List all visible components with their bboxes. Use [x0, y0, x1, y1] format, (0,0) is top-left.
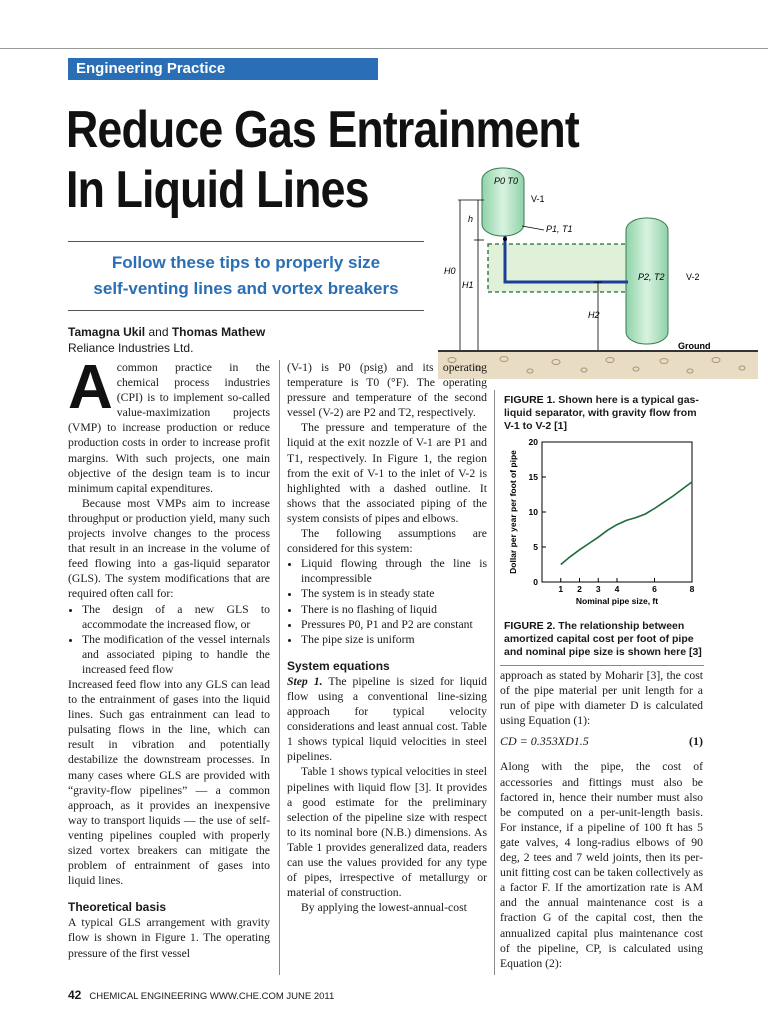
y-axis-label: Dollar per year per foot of pipe: [508, 450, 518, 574]
x-tick-label: 3: [595, 584, 601, 594]
col1-bullet-list: [68, 602, 270, 677]
label-p0t0: P0 T0: [494, 176, 519, 186]
subtitle-line-1: Follow these tips to properly size: [111, 253, 381, 272]
x-tick-label: 1: [558, 584, 564, 594]
author-conjunction: and: [145, 325, 172, 339]
drop-cap: A: [68, 353, 113, 422]
col1-paragraph-1: common practice in the chemical process industries (CPI) is to implement so-called value-maximization projects (VMP) to increase production or reduce production costs in order to increase profit margins. With such projects, one main objective of the design team is to incur minimum capital expenditures.: [68, 361, 270, 495]
title-line-2: In Liquid Lines: [66, 161, 369, 219]
column-2: [287, 360, 487, 915]
figure-2-rule: [500, 665, 704, 666]
label-p2t2: P2, T2: [638, 272, 665, 282]
heading-system-equations: System equations: [287, 658, 390, 673]
col1-paragraph-4: A typical GLS arrangement with gravity flow is shown in Figure 1. The operating pressure of the first vessel: [68, 916, 270, 960]
x-tick-label: 2: [577, 584, 582, 594]
x-tick-label: 4: [614, 584, 620, 594]
list-item: • The modification of the vessel internals and associated piping to handle the increased feed flow: [82, 632, 270, 677]
col3-paragraph-2: Along with the pipe, the cost of accessories and fittings must also be factored in, hence their number must also be computed on a per-unit-length basis. For instance, if a pipeline of 100 ft has 5 gate valves, 4 long-radius elbows of 90 deg, 2 tees and 7 weld joints, then its per-unit fitting cost can be taken collectively as a factor F. If the amortization rate is AM and the annual maintenance cost is a fraction G of the capital cost, then the annualized capital plus maintenance cost of the pipeline, CP, is calculated using Equation (2):: [500, 760, 703, 970]
label-h1: H1: [462, 280, 474, 290]
subtitle-rule-top: [68, 241, 424, 242]
list-item: • The system is in steady state: [301, 586, 487, 601]
section-label: Engineering Practice: [68, 58, 378, 80]
col1-paragraph-2: Because most VMPs aim to increase throughput or production yield, many such projects involve changes to the process that result in an increase in the volume of feed flowing into a gas-liquid separator (GLS). The system modifications that are required often call for:: [68, 496, 270, 601]
affiliation: Reliance Industries Ltd.: [68, 341, 194, 355]
author-1: Tamagna Ukil: [68, 325, 146, 339]
label-v1: V-1: [531, 194, 545, 204]
y-tick-label: 10: [528, 507, 538, 517]
col2-paragraph-4: The pipeline is sized for liquid flow using a conventional line-sizing approach for typical velocity considerations and least annual cost. Table 1 shows typical liquid velocities in steel pipelines.: [287, 674, 487, 764]
x-tick-label: 6: [652, 584, 657, 594]
list-item: • Pressures P0, P1 and P2 are constant: [301, 617, 487, 632]
col2-paragraph-3: The following assumptions are considered for this system:: [287, 527, 487, 556]
title-line-1: Reduce Gas Entrainment: [66, 101, 579, 159]
x-tick-label: 8: [689, 584, 695, 594]
figure-2-chart: [502, 432, 702, 614]
list-item: • There is no flashing of liquid: [301, 602, 487, 617]
exit-nozzle: [503, 237, 507, 241]
subtitle-rule-bottom: [68, 310, 424, 311]
figure-2-caption: [504, 620, 704, 659]
chart-ticks: [529, 437, 695, 594]
col2-bullet-list: [287, 556, 487, 647]
top-rule: [0, 48, 768, 49]
footer-text: CHEMICAL ENGINEERING WWW.CHE.COM JUNE 2011: [89, 991, 335, 1002]
byline: [68, 324, 265, 356]
highlight-region: [488, 244, 634, 292]
column-3: [500, 668, 703, 971]
subtitle-line-2: self-venting lines and vortex breakers: [93, 279, 399, 298]
heading-theoretical-basis: Theoretical basis: [68, 900, 167, 915]
list-item: • The design of a new GLS to accommodate the increased flow, or: [82, 602, 270, 632]
column-divider-1: [279, 360, 280, 975]
y-tick-label: 15: [528, 472, 538, 482]
col1-paragraph-3: Increased feed flow into any GLS can lead to the entrainment of gases into the liquid lines. Such gas entrainment can lead to pulsating flows in the line, which can result in vibration and potentially destabilize the downstream processes. In many cases where GLS are provided with “gravity-flow pipelines” — a common approach, as it provides an inexpensive way to transport liquids — the use of self-venting pipelines coupled with properly sized vortex breakers can mitigate the problem of entrainment of gases into liquid lines.: [68, 677, 270, 888]
col2-paragraph-1: (V-1) is P0 (psig) and its operating temperature is T0 (°F). The operating pressure and temperature of the second vessel (V-2) are P2 and T2, respectively.: [287, 361, 487, 420]
label-v2: V-2: [686, 272, 700, 282]
y-tick-label: 0: [533, 577, 538, 587]
figure-1-diagram: [438, 160, 768, 382]
figure-2-caption-text: The relationship between amortized capital cost per foot of pipe and nominal pipe size is shown here [3]: [504, 620, 702, 658]
series-line: [561, 482, 692, 565]
column-divider-2: [494, 390, 495, 975]
y-tick-label: 5: [533, 542, 538, 552]
page-footer: [68, 988, 334, 1002]
x-axis-label: Nominal pipe size, ft: [575, 596, 659, 606]
figure-1-caption: [504, 394, 704, 433]
list-item: • The pipe size is uniform: [301, 632, 487, 647]
page-number: 42: [68, 988, 82, 1002]
column-1: [68, 353, 270, 961]
list-item: • Liquid flowing through the line is incompressible: [301, 556, 487, 586]
equation-1-body: CD = 0.353XD1.5: [500, 734, 589, 749]
col2-paragraph-2: The pressure and temperature of the liquid at the exit nozzle of V-1 are P1 and T1, respectively. In Figure 1, the region from the exit of V-1 to the inlet of V-2 is highlighted with a dashed outline. It shows that the associated piping of the system consists of pipes and elbows.: [287, 421, 487, 525]
figure-1-caption-text: Shown here is a typical gas-liquid separator, with gravity flow from V-1 to V-2 [1]: [504, 394, 699, 432]
figure-2-caption-label: FIGURE 2.: [504, 620, 556, 632]
y-tick-label: 20: [528, 437, 538, 447]
label-h2: H2: [588, 310, 600, 320]
label-h: h: [468, 214, 474, 224]
step-label: Step 1.: [287, 674, 323, 688]
label-ground: Ground: [678, 341, 711, 351]
col2-paragraph-5: Table 1 shows typical velocities in steel pipelines with liquid flow [3]. It provides a good estimate for the preliminary selection of the pipeline size with respect to its nominal bore (N.B.) dimensions. As Table 1 provides generalized data, readers can use the values provided for any type of pipes, irrespective of metallurgy or material of construction.: [287, 765, 487, 900]
equation-1: [500, 734, 703, 749]
col3-paragraph-1: approach as stated by Moharir [3], the cost of the pipe material per unit length for a run of pipe with diameter D is calculated using Equation (1):: [500, 669, 703, 728]
equation-1-number: (1): [689, 734, 703, 749]
label-p1t1: P1, T1: [546, 224, 573, 234]
label-h0: H0: [444, 266, 456, 276]
author-2: Thomas Mathew: [171, 325, 266, 339]
article-subtitle: [68, 250, 424, 302]
col2-paragraph-6: By applying the lowest-annual-cost: [301, 901, 467, 915]
figure-1-caption-label: FIGURE 1.: [504, 394, 556, 406]
